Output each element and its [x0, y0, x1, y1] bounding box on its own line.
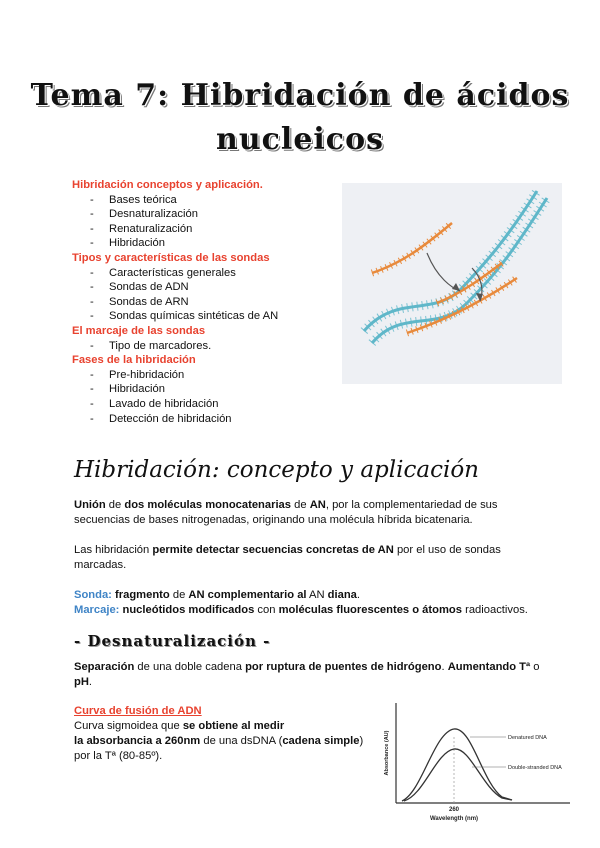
paragraph-separacion: Separación de una doble cadena por ruptura de puentes de hidrógeno. Aumentando Tª o pH.	[74, 661, 540, 688]
page-title-line-2: nucleicos	[216, 122, 384, 157]
toc-item: - Hibridación	[90, 383, 165, 396]
toc-item: - Pre-hibridación	[90, 368, 185, 381]
toc-item: - Sondas de ARN	[90, 295, 189, 308]
table-of-contents	[72, 178, 352, 426]
toc-item: - Sondas de ADN	[90, 281, 189, 294]
toc-heading-2: Tipos y características de las sondas	[72, 251, 270, 264]
x-tick-label: 260	[448, 807, 460, 813]
curva-heading: Curva de fusión de ADN	[74, 705, 202, 717]
paragraph-union: Unión de dos moléculas monocatenarias de AN, por la complementariedad de sus secuencias de bases nitrogenadas, originando una molécula híbrida bicatenaria.	[74, 499, 498, 526]
paragraph-permite: Las hibridación permite detectar secuencias concretas de AN por el uso de sondas marcadas.	[74, 544, 501, 571]
toc-item: - Desnaturalización	[90, 208, 198, 221]
paragraph-curva-fusion: Curva de fusión de ADN Curva sigmoidea que se obtiene al medir la absorbancia a 260nm de una dsDNA (cadena simple) por la Tª (80-85º).	[74, 705, 364, 762]
toc-item: - Características generales	[90, 266, 236, 279]
absorbance-figure	[372, 697, 572, 827]
section-heading-desnaturalizacion: - Desnaturalización -	[74, 632, 271, 650]
definition-marcaje: Marcaje: nucleótidos modificados con moléculas fluorescentes o átomos radioactivos.	[74, 604, 528, 616]
absorbance-plot	[372, 697, 572, 827]
toc-heading-4: Fases de la hibridación	[72, 354, 196, 367]
toc-item: - Bases teórica	[90, 193, 177, 206]
toc-item: - Lavado de hibridación	[90, 397, 219, 410]
page-title-line-1: Tema 7: Hibridación de ácidos	[30, 78, 570, 113]
toc-item: - Hibridación	[90, 237, 165, 250]
toc-item: - Detección de hibridación	[90, 412, 232, 425]
dna-strands-drawing	[342, 183, 562, 384]
toc-heading-1: Hibridación conceptos y aplicación.	[72, 179, 263, 191]
double-stranded-curve	[404, 749, 512, 801]
legend-double-stranded: Double-stranded DNA	[508, 765, 562, 771]
x-axis-label: Wavelength (nm)	[429, 816, 479, 822]
dna-hybridization-illustration	[342, 183, 562, 384]
toc-item: - Tipo de marcadores.	[90, 339, 212, 352]
toc-item: - Renaturalización	[90, 222, 193, 235]
section-heading-hibridacion: Hibridación: concepto y aplicación	[74, 457, 479, 483]
toc-item: - Sondas químicas sintéticas de AN	[90, 310, 279, 323]
legend-denatured: Denatured DNA	[508, 735, 547, 741]
y-axis-label: Absorbance (AU)	[384, 730, 390, 776]
definition-sonda: Sonda: fragmento de AN complementario al AN diana.	[74, 589, 361, 601]
toc-heading-3: El marcaje de las sondas	[72, 324, 206, 337]
